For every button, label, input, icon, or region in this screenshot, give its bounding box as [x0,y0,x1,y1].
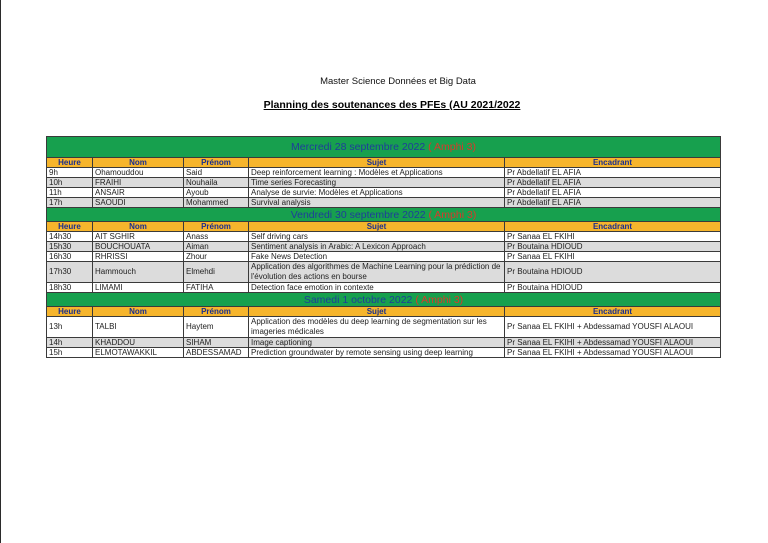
day-header-row [47,137,721,158]
cell-heure: 15h30 [47,242,93,252]
table-row [47,252,721,262]
page-title [8,99,768,111]
day-amphi: ( Amphi 3) [428,208,477,221]
column-header-sujet: Sujet [249,307,505,317]
table-row [47,188,721,198]
column-header-prenom: Prénom [184,222,249,232]
table-row [47,242,721,252]
column-header-nom: Nom [93,307,184,317]
table-row [47,178,721,188]
program-subtitle: Master Science Données et Big Data [320,76,476,87]
cell-sujet: Time series Forecasting [249,178,505,188]
cell-nom: ELMOTAWAKKIL [93,348,184,358]
cell-prenom: Nouhaila [184,178,249,188]
cell-prenom: Anass [184,232,249,242]
table-row [47,338,721,348]
day-label: Samedi 1 octobre 2022 [303,293,413,306]
table-row [47,262,721,283]
day-amphi: ( Amphi 3) [415,293,464,306]
cell-prenom: Mohammed [184,198,249,208]
column-header-row [47,307,721,317]
cell-nom: TALBI [93,317,184,338]
table-row [47,283,721,293]
cell-nom: FRAIHI [93,178,184,188]
cell-sujet: Self driving cars [249,232,505,242]
day-header-cell [47,137,721,158]
table-row [47,348,721,358]
cell-nom: Ohamouddou [93,168,184,178]
column-header-heure: Heure [47,307,93,317]
cell-heure: 10h [47,178,93,188]
day-header-cell [47,293,721,307]
cell-nom: Hammouch [93,262,184,283]
cell-sujet: Deep reinforcement learning : Modèles et Applications [249,168,505,178]
cell-encadrant: Pr Abdellatif EL AFIA [505,198,721,208]
page-title-text: Planning des soutenances des PFEs (AU 2021/2022 [263,99,521,111]
day-label: Mercredi 28 septembre 2022 [291,141,426,153]
cell-heure: 11h [47,188,93,198]
cell-nom: SAOUDI [93,198,184,208]
cell-prenom: Said [184,168,249,178]
table-row [47,198,721,208]
cell-prenom: FATIHA [184,283,249,293]
table-row [47,168,721,178]
column-header-nom: Nom [93,158,184,168]
column-header-sujet: Sujet [249,222,505,232]
cell-heure: 17h30 [47,262,93,283]
column-header-encadrant: Encadrant [505,307,721,317]
column-header-nom: Nom [93,222,184,232]
schedule-table [46,136,721,358]
cell-prenom: Ayoub [184,188,249,198]
cell-nom: RHRISSI [93,252,184,262]
cell-encadrant: Pr Boutaina HDIOUD [505,242,721,252]
day-amphi: ( Amphi 3) [428,141,477,153]
cell-encadrant: Pr Abdellatif EL AFIA [505,168,721,178]
cell-encadrant: Pr Sanaa EL FKIHI [505,252,721,262]
cell-heure: 9h [47,168,93,178]
cell-encadrant: Pr Sanaa EL FKIHI + Abdessamad YOUSFI ALAOUI [505,317,721,338]
cell-encadrant: Pr Boutaina HDIOUD [505,283,721,293]
cell-heure: 13h [47,317,93,338]
cell-nom: BOUCHOUATA [93,242,184,252]
cell-nom: AIT SGHIR [93,232,184,242]
table-row [47,232,721,242]
cell-prenom: SIHAM [184,338,249,348]
cell-heure: 15h [47,348,93,358]
cell-sujet: Application des modèles du deep learning de segmentation sur les imageries médicales [249,317,505,338]
cell-encadrant: Pr Sanaa EL FKIHI + Abdessamad YOUSFI ALAOUI [505,338,721,348]
cell-sujet: Sentiment analysis in Arabic: A Lexicon Approach [249,242,505,252]
cell-prenom: Zhour [184,252,249,262]
cell-prenom: ABDESSAMAD [184,348,249,358]
cell-heure: 16h30 [47,252,93,262]
cell-prenom: Elmehdi [184,262,249,283]
column-header-heure: Heure [47,158,93,168]
cell-heure: 17h [47,198,93,208]
cell-sujet: Detection face emotion in contexte [249,283,505,293]
cell-encadrant: Pr Abdellatif EL AFIA [505,188,721,198]
day-label: Vendredi 30 septembre 2022 [290,208,426,221]
column-header-prenom: Prénom [184,158,249,168]
page-left-border [0,0,1,543]
cell-prenom: Aiman [184,242,249,252]
column-header-encadrant: Encadrant [505,222,721,232]
cell-encadrant: Pr Sanaa EL FKIHI + Abdessamad YOUSFI ALAOUI [505,348,721,358]
cell-nom: ANSAIR [93,188,184,198]
cell-sujet: Analyse de survie: Modèles et Applications [249,188,505,198]
cell-encadrant: Pr Sanaa EL FKIHI [505,232,721,242]
column-header-sujet: Sujet [249,158,505,168]
cell-prenom: Haytem [184,317,249,338]
cell-sujet: Prediction groundwater by remote sensing using deep learning [249,348,505,358]
day-header-row [47,208,721,222]
column-header-prenom: Prénom [184,307,249,317]
cell-nom: KHADDOU [93,338,184,348]
cell-sujet: Fake News Detection [249,252,505,262]
column-header-encadrant: Encadrant [505,158,721,168]
table-row [47,317,721,338]
cell-nom: LIMAMI [93,283,184,293]
column-header-row [47,158,721,168]
day-header-cell [47,208,721,222]
cell-heure: 14h [47,338,93,348]
day-header-row [47,293,721,307]
cell-sujet: Survival analysis [249,198,505,208]
cell-heure: 18h30 [47,283,93,293]
cell-encadrant: Pr Abdellatif EL AFIA [505,178,721,188]
schedule-body [47,137,721,358]
cell-encadrant: Pr Boutaina HDIOUD [505,262,721,283]
column-header-row [47,222,721,232]
column-header-heure: Heure [47,222,93,232]
cell-sujet: Application des algorithmes de Machine Learning pour la prédiction de l'évolution des actions en bourse [249,262,505,283]
cell-sujet: Image captioning [249,338,505,348]
cell-heure: 14h30 [47,232,93,242]
